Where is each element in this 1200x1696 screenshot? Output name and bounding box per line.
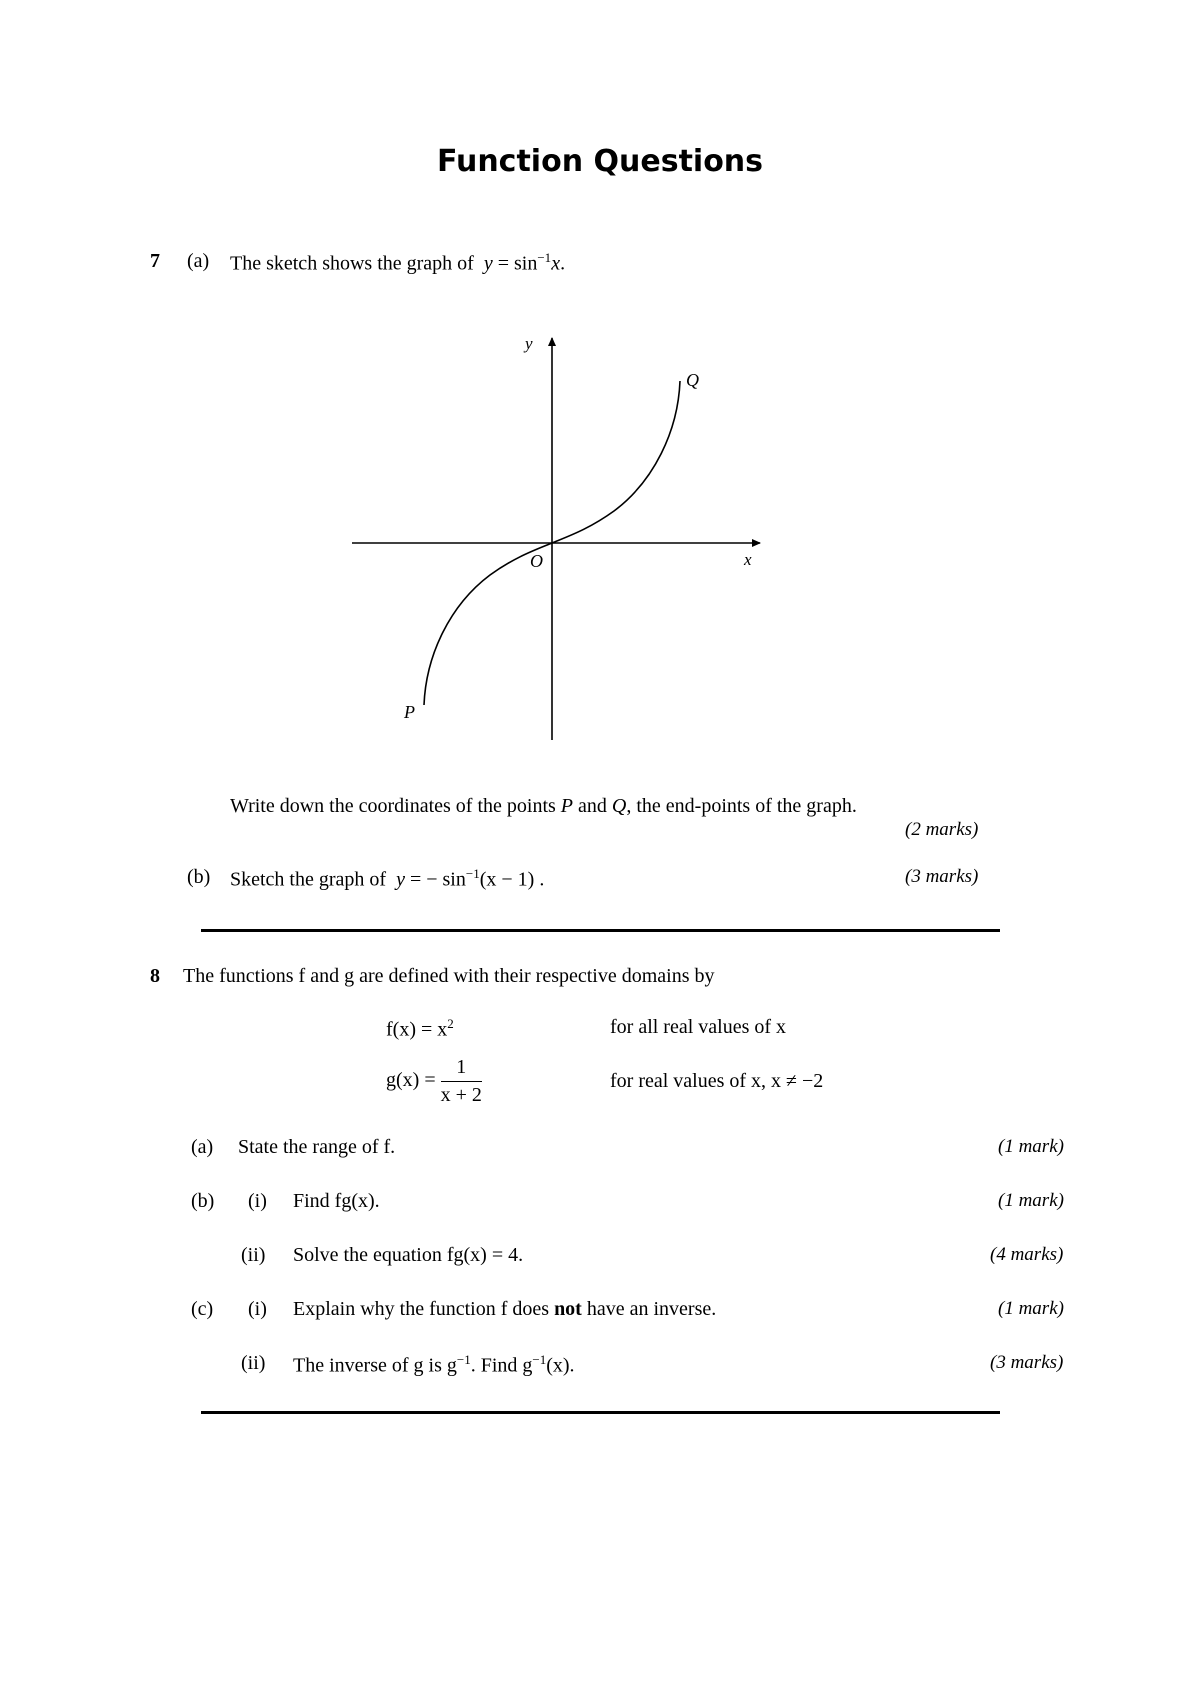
q8-g-domain: for real values of x, x ≠ −2 bbox=[610, 1070, 824, 1092]
page-title: Function Questions bbox=[436, 144, 764, 179]
divider-q7 bbox=[201, 929, 1000, 932]
q7b-text: Sketch the graph of y = − $\sin^{-1}(x - 1)$ . bbox=[230, 866, 545, 891]
q7a-question: Write down the coordinates of the points P and Q, the end-points of the graph. bbox=[230, 795, 857, 817]
point-p-label: P bbox=[404, 702, 415, 722]
q8-g-definition: g(x) = $\frac{1}{x + 2}$ bbox=[386, 1056, 482, 1106]
q7a-text: The sketch shows the graph of $y = \sin^{-1}x$. bbox=[230, 250, 566, 275]
q8b-ii-label: (ii) bbox=[241, 1244, 266, 1266]
q8a-label: (a) bbox=[191, 1136, 214, 1158]
point-q-label: Q bbox=[686, 370, 699, 390]
q8b-ii-text: Solve the equation fg(x) = 4. bbox=[293, 1244, 524, 1266]
q7b-label: (b) bbox=[187, 866, 211, 888]
q8c-ii-label: (ii) bbox=[241, 1352, 266, 1374]
arcsin-graph bbox=[340, 325, 780, 745]
q8b-ii-marks: (4 marks) bbox=[990, 1244, 1064, 1265]
q7a-marks: (2 marks) bbox=[905, 819, 979, 840]
question-7-number: 7 bbox=[150, 250, 160, 272]
q7a-label: (a) bbox=[187, 250, 210, 272]
q8c-i-marks: (1 mark) bbox=[998, 1298, 1064, 1319]
question-8-number: 8 bbox=[150, 965, 160, 987]
q8c-ii-text: The inverse of g is $g^{-1}$. Find $g^{-1}(x)$. bbox=[293, 1352, 575, 1377]
q8-intro: The functions f and g are defined with their respective domains by bbox=[183, 965, 715, 987]
q8b-i-marks: (1 mark) bbox=[998, 1190, 1064, 1211]
g-fraction: $\frac{1}{x + 2}$ bbox=[440, 1056, 482, 1106]
q8-f-domain: for all real values of x bbox=[610, 1016, 787, 1038]
y-axis-label: y bbox=[525, 334, 533, 353]
q8b-i-text: Find fg(x). bbox=[293, 1190, 380, 1212]
origin-label: O bbox=[530, 551, 543, 571]
q7b-marks: (3 marks) bbox=[905, 866, 979, 887]
q8c-ii-marks: (3 marks) bbox=[990, 1352, 1064, 1373]
q8-f-definition: $f(x) = x^2$ bbox=[386, 1016, 454, 1041]
x-axis-label: x bbox=[744, 550, 752, 569]
q8a-marks: (1 mark) bbox=[998, 1136, 1064, 1157]
q8c-label: (c) bbox=[191, 1298, 214, 1320]
q8c-i-label: (i) bbox=[248, 1298, 267, 1320]
q8a-text: State the range of f. bbox=[238, 1136, 396, 1158]
q8b-label: (b) bbox=[191, 1190, 215, 1212]
q8c-i-text: Explain why the function f does not have an inverse. bbox=[293, 1298, 717, 1320]
divider-q8 bbox=[201, 1411, 1000, 1414]
q8b-i-label: (i) bbox=[248, 1190, 267, 1212]
